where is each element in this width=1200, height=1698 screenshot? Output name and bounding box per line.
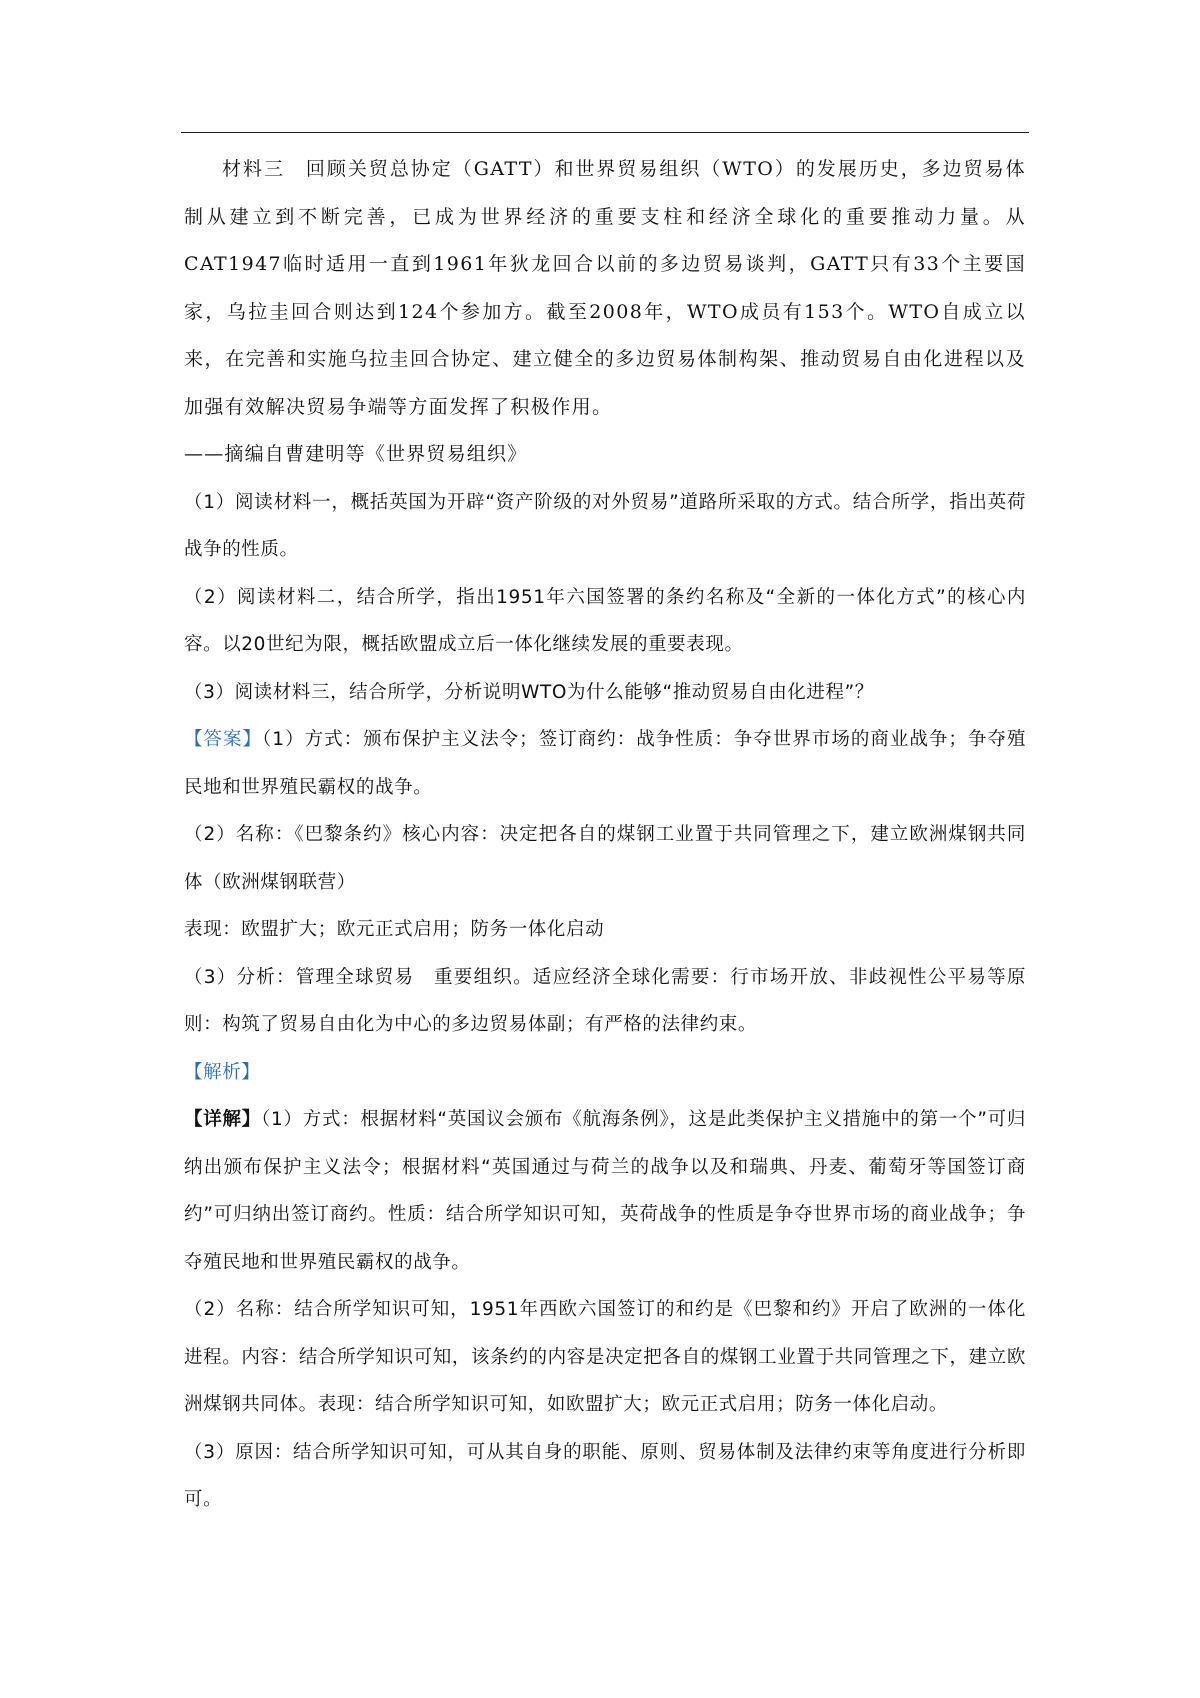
answer-tag: 【答案】 [184,729,263,750]
detail-1 [184,1096,1026,1286]
analysis-heading [184,1049,1026,1097]
answer-1 [184,716,1026,811]
question-2: （2）阅读材料二，结合所学，指出1951年六国签署的条约名称及“全新的一体化方式”的核心内容。以20世纪为限，概括欧盟成立后一体化继续发展的重要表现。 [184,586,1026,655]
answer-2-performance: 表现：欧盟扩大；欧元正式启用；防务一体化启动 [184,919,605,940]
answer-1-text: （1）方式：颁布保护主义法令；签订商约：战争性质：争夺世界市场的商业战争；争夺殖民地和世界殖民霸权的战争。 [184,729,1026,798]
detail-2: （2）名称：结合所学知识可知，1951年西欧六国签订的和约是《巴黎和约》开启了欧洲的一体化进程。内容：结合所学知识可知，该条约的内容是决定把各自的煤钢工业置于共同管理之下，建立欧洲煤钢共同体。表现：结合所学知识可知，如欧盟扩大；欧元正式启用；防务一体化启动。 [184,1299,1026,1415]
document-content [184,146,1026,1524]
detail-tag: 【详解】 [184,1109,261,1130]
detail-1-text: （1）方式：根据材料“英国议会颁布《航海条例》，这是此类保护主义措施中的第一个”可归纳出颁布保护主义法令；根据材料“英国通过与荷兰的战争以及和瑞典、丹麦、葡萄牙等国签订商约”可归纳出签订商约。性质：结合所学知识可知，英荷战争的性质是争夺世界市场的商业战争；争夺殖民地和世界殖民霸权的战争。 [184,1109,1026,1273]
material-three-paragraph: 材料三 回顾关贸总协定（GATT）和世界贸易组织（WTO）的发展历史，多边贸易体制从建立到不断完善，已成为世界经济的重要支柱和经济全球化的重要推动力量。从CAT1947临时适用一直到1961年狄龙回合以前的多边贸易谈判，GATT只有33个主要国家，乌拉圭回合则达到124个参加方。截至2008年，WTO成员有153个。WTO自成立以来，在完善和实施乌拉圭回合协定、建立健全的多边贸易体制构架、推动贸易自由化进程以及加强有效解决贸易争端等方面发挥了积极作用。 [184,158,1026,418]
header-rule [181,132,1029,133]
detail-3: （3）原因：结合所学知识可知，可从其自身的职能、原则、贸易体制及法律约束等角度进行分析即可。 [184,1441,1026,1510]
question-1: （1）阅读材料一，概括英国为开辟“资产阶级的对外贸易”道路所采取的方式。结合所学，指出英荷战争的性质。 [184,491,1026,560]
analysis-tag: 【解析】 [184,1061,261,1083]
material-source-citation: ——摘编自曹建明等《世界贸易组织》 [184,443,528,465]
answer-3: （3）分析：管理全球贸易 重要组织。适应经济全球化需要：行市场开放、非歧视性公平易等原则：构筑了贸易自由化为中心的多边贸易体副；有严格的法律约束。 [184,966,1026,1035]
question-3: （3）阅读材料三，结合所学，分析说明WTO为什么能够“推动贸易自由化进程”？ [184,681,874,703]
answer-2: （2）名称：《巴黎条约》核心内容：决定把各自的煤钢工业置于共同管理之下，建立欧洲煤钢共同体（欧洲煤钢联营） [184,824,1026,893]
